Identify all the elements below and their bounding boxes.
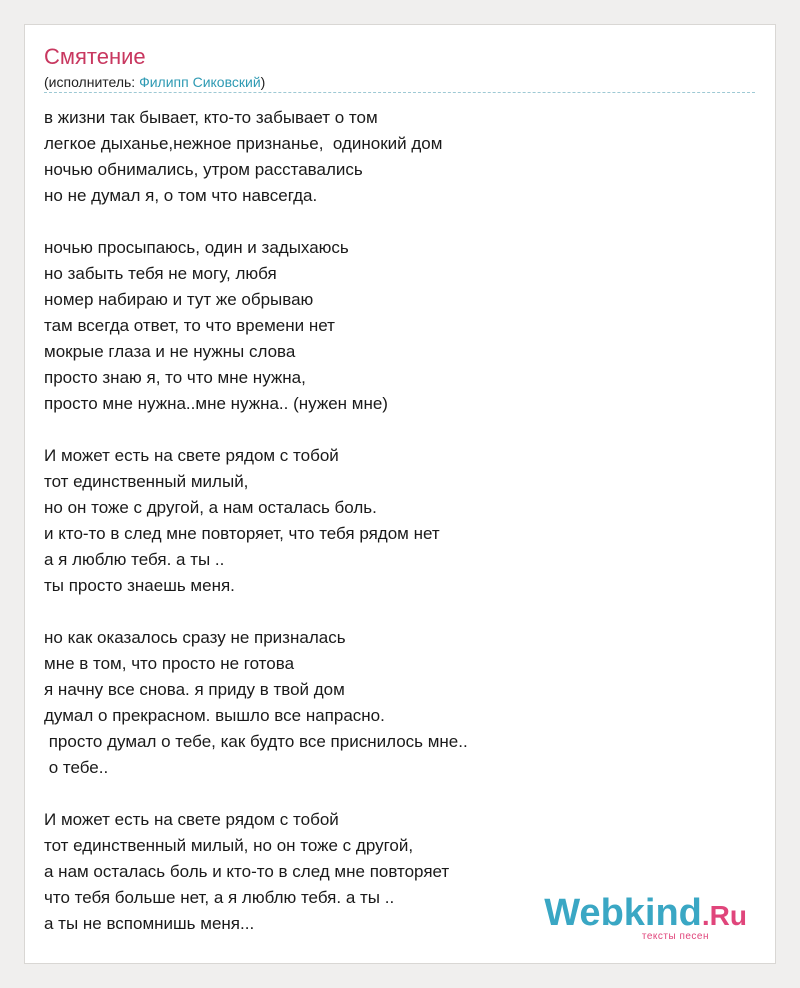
- lyrics-line: легкое дыханье,нежное признанье, одинокий дом: [44, 134, 443, 153]
- lyrics-line: о тебе..: [44, 758, 109, 777]
- lyrics-line: ночью обнимались, утром расставались: [44, 160, 363, 179]
- lyrics-page: [24, 24, 776, 964]
- lyrics-line: ты просто знаешь меня.: [44, 576, 235, 595]
- lyrics-line: что тебя больше нет, а я люблю тебя. а ты ..: [44, 888, 395, 907]
- site-logo[interactable]: [544, 891, 747, 951]
- lyrics-line: И может есть на свете рядом с тобой: [44, 446, 339, 465]
- lyrics-line: тот единственный милый, но он тоже с другой,: [44, 836, 414, 855]
- lyrics-line: просто думал о тебе, как будто все приснилось мне..: [44, 732, 468, 751]
- lyrics-stanza: [44, 235, 744, 417]
- lyrics-line: мне в том, что просто не готова: [44, 654, 295, 673]
- lyrics-line: И может есть на свете рядом с тобой: [44, 810, 339, 829]
- lyrics-line: а нам осталась боль и кто-то в след мне повторяет: [44, 862, 450, 881]
- song-title: Смятение: [44, 44, 146, 69]
- lyrics-line: просто мне нужна..мне нужна.. (нужен мне): [44, 394, 388, 413]
- lyrics-line: но забыть тебя не могу, любя: [44, 264, 277, 283]
- lyrics-line: мокрые глаза и не нужны слова: [44, 342, 296, 361]
- lyrics-line: а я люблю тебя. а ты ..: [44, 550, 225, 569]
- lyrics-line: но он тоже с другой, а нам осталась боль.: [44, 498, 377, 517]
- lyrics-text: [44, 105, 744, 963]
- lyrics-line: номер набираю и тут же обрываю: [44, 290, 314, 309]
- lyrics-line: и кто-то в след мне повторяет, что тебя рядом нет: [44, 524, 440, 543]
- artist-link[interactable]: Филипп Сиковский: [139, 74, 261, 90]
- logo-word: Webkind: [544, 892, 702, 934]
- performer-suffix: ): [260, 74, 266, 90]
- performer-prefix: (исполнитель:: [44, 74, 140, 90]
- lyrics-line: в жизни так бывает, кто-то забывает о том: [44, 108, 378, 127]
- dashed-divider: [44, 92, 755, 93]
- lyrics-line: ночью просыпаюсь, один и задыхаюсь: [44, 238, 349, 257]
- lyrics-line: там всегда ответ, то что времени нет: [44, 316, 335, 335]
- lyrics-stanza: [44, 625, 744, 781]
- performer-line: [44, 73, 265, 91]
- lyrics-stanza: [44, 105, 744, 209]
- lyrics-line: тот единственный милый,: [44, 472, 249, 491]
- lyrics-stanza: [44, 443, 744, 599]
- lyrics-line: просто знаю я, то что мне нужна,: [44, 368, 306, 387]
- logo-tagline: тексты песен: [641, 931, 709, 942]
- logo-tld: .Ru: [701, 900, 747, 931]
- lyrics-line: а ты не вспомнишь меня...: [44, 914, 255, 933]
- lyrics-line: но не думал я, о том что навсегда.: [44, 186, 318, 205]
- lyrics-line: я начну все снова. я приду в твой дом: [44, 680, 345, 699]
- lyrics-line: думал о прекрасном. вышло все напрасно.: [44, 706, 385, 725]
- lyrics-line: но как оказалось сразу не призналась: [44, 628, 346, 647]
